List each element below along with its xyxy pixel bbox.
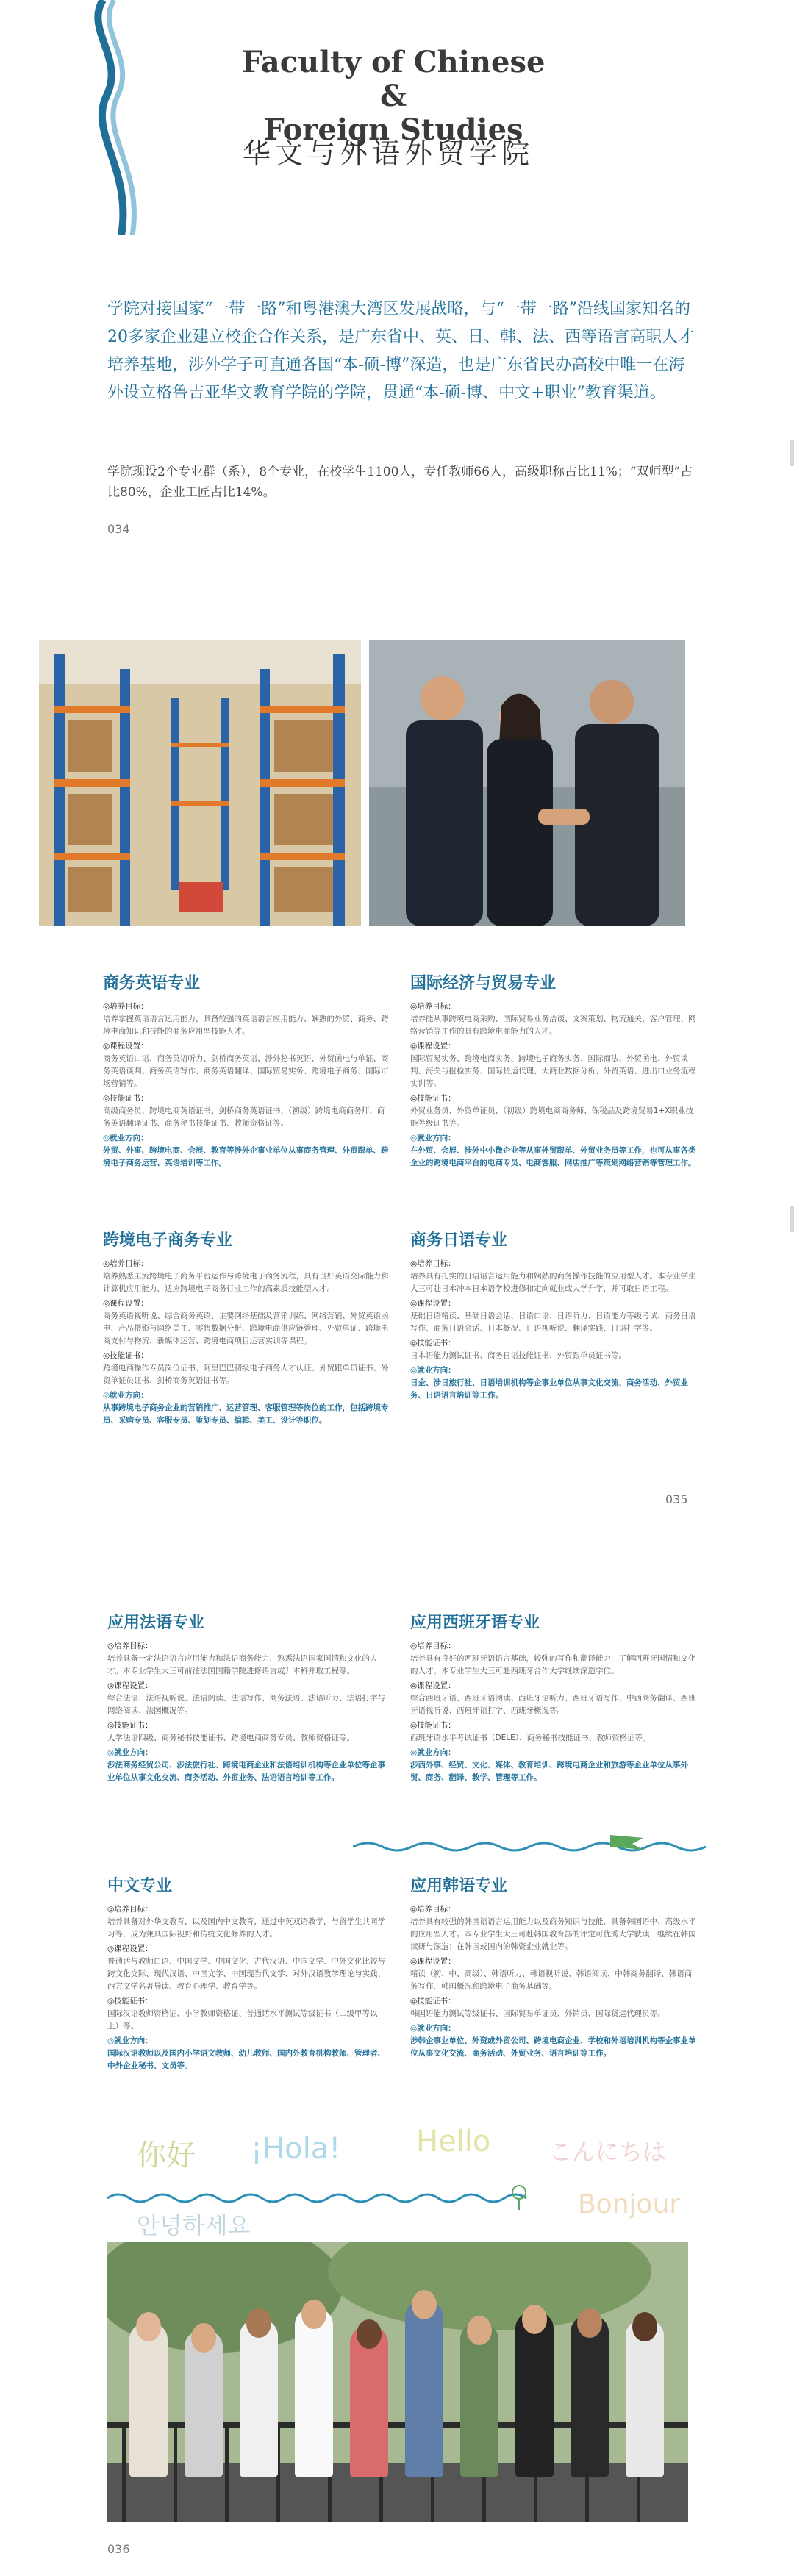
jobs-label: ◎就业方向： <box>107 1748 153 1757</box>
program-details <box>410 1903 697 2060</box>
program-details <box>103 1258 390 1427</box>
student-8 <box>515 2312 554 2477</box>
program-chinese <box>107 1873 387 2075</box>
courses-text: 商务英语口语、商务英语听力、剑桥商务英语、涉外秘书英语、外贸函电与单证、商务英语谈判、商务英语写作、商务英语翻译、国际贸易实务、跨境电子商务、国际市场营销等。 <box>103 1054 389 1088</box>
student-1 <box>129 2323 168 2477</box>
program-applied-spanish <box>410 1610 697 1786</box>
student-3-head <box>246 2308 271 2338</box>
student-5-head <box>357 2319 382 2349</box>
certs-text: 韩国语能力测试等级证书、国际贸易单证员、外销员、国际货运代理员等。 <box>410 2009 665 2018</box>
wave-divider-decoration <box>353 1831 706 1860</box>
goal-text: 培养具备对外华文教育，以及国内中文教育，通过中英双语教学，与留学生共同学习等，成为兼具国际视野和传统文化修养的人才。 <box>107 1917 385 1939</box>
courses-label: ◎课程设置： <box>103 1042 149 1051</box>
program-cross-border-ecommerce <box>103 1228 390 1429</box>
program-title: 应用韩语专业 <box>410 1876 508 1895</box>
page-number: 034 <box>107 522 130 536</box>
page-title-cn: 华文与外语外贸学院 <box>243 137 534 170</box>
jobs-label: ◎就业方向： <box>103 1134 149 1142</box>
program-details <box>410 1258 697 1402</box>
certs-text: 外贸业务员、外贸单证员、（初级）跨境电商商务师、保税品及跨境贸易1+X职业技能等级证书等。 <box>410 1106 693 1128</box>
goal-label: ◎培养目标： <box>103 1002 149 1011</box>
certs-text: 高级商务员、跨境电商英语证书、剑桥商务英语证书、（初级）跨境电商商务师、商务英语翻译证书、商务秘书技能证书、教师资格证等。 <box>103 1106 385 1128</box>
courses-text: 综合法语、法语视听说、法语阅读、法语写作、商务法语、法语听力、法语打字与网络阅读、法国概况等。 <box>107 1694 385 1715</box>
program-title: 应用法语专业 <box>107 1613 205 1632</box>
student-7-head <box>467 2316 492 2345</box>
program-details <box>410 1640 697 1784</box>
program-title: 跨境电子商务专业 <box>103 1231 233 1250</box>
jobs-label: ◎就业方向： <box>103 1391 149 1400</box>
program-applied-korean <box>410 1873 697 2062</box>
student-4-head <box>301 2300 326 2329</box>
intro-paragraph: 学院对接国家“一带一路”和粤港澳大湾区发展战略，与“一带一路”沿线国家知名的20多家企业建立校企合作关系，是广东省中、英、日、韩、法、西等语言高职人才培养基地，涉外学子可直通各国“本-硕-博”深造，也是广东省民办高校中唯一在海外设立格鲁吉亚华文教育学院的学院，贯通“本-硕-博、中文+职业”教育渠道。 <box>107 300 694 402</box>
goal-text: 培养掌握英语语言运用能力，具备较强的英语语言应用能力、娴熟的外贸、商务、跨境电商知识和技能的商务应用型技能人才。 <box>103 1015 389 1036</box>
program-title: 中文专业 <box>107 1876 173 1895</box>
student-4 <box>295 2308 333 2477</box>
courses-text: 国际贸易实务、跨境电商实务、跨境电子商务实务、国际商法、外贸函电、外贸谈判、海关与报检实务、国际货运代理、大商业数据分析、外贸英语、进出口业务流程实训等。 <box>410 1054 696 1088</box>
certs-text: 国际汉语教师资格证、小学教师资格证、普通话水平测试等级证书（二级甲等以上）等。 <box>107 2009 378 2031</box>
jobs-label: ◎就业方向： <box>410 1134 456 1142</box>
jobs-text: 外贸、外事、跨境电商、会展、教育等涉外企事业单位从事商务管理、外贸跟单、跨境电子商务运营、英语培训等工作。 <box>103 1146 389 1167</box>
jobs-label: ◎就业方向： <box>107 2036 153 2045</box>
program-applied-french <box>107 1610 387 1786</box>
program-intl-trade <box>410 970 697 1172</box>
certs-label: ◎技能证书： <box>103 1351 149 1360</box>
certs-label: ◎技能证书： <box>107 1997 153 2006</box>
jobs-text: 涉西外事、经贸、文化、媒体、教育培训、跨境电商企业和旅游等企业单位从事外贸、商务、翻译、教学、管理等工作。 <box>410 1761 688 1782</box>
goal-label: ◎培养目标： <box>107 1905 153 1914</box>
program-details <box>107 1903 387 2072</box>
student-7 <box>460 2323 498 2477</box>
greeting-spanish: ¡Hola! <box>251 2132 341 2166</box>
warehouse-photo <box>39 640 361 926</box>
certs-label: ◎技能证书： <box>410 1721 456 1730</box>
student-1-head <box>136 2312 161 2341</box>
goal-label: ◎培养目标： <box>103 1259 149 1268</box>
handshake-photo <box>369 640 685 926</box>
courses-label: ◎课程设置： <box>107 1681 153 1690</box>
program-title: 商务英语专业 <box>103 973 201 992</box>
student-2-head <box>191 2323 216 2353</box>
student-8-head <box>522 2305 547 2334</box>
jobs-text: 从事跨境电子商务企业的营销推广、运营管理、客服管理等岗位的工作，包括跨境专员、采购专员、客服专员、策划专员、编辑、美工、设计等职位。 <box>103 1403 389 1425</box>
page-036 <box>0 1595 794 2576</box>
jobs-text: 国际汉语教师以及国内小学语文教师、幼儿教师、国内外教育机构教师、管理者、中外企业秘书、文员等。 <box>107 2049 385 2070</box>
greeting-english: Hello <box>416 2125 491 2158</box>
sidebar-tab[interactable] <box>790 440 794 466</box>
courses-text: 综合西班牙语、西班牙语阅读、西班牙语听力、西班牙语写作、中西商务翻译、西班牙语视听说、西班牙语打字、西班牙概况等。 <box>410 1694 696 1715</box>
greeting-japanese: こんにちは <box>548 2138 667 2166</box>
goal-text: 培养具有扎实的日语语言运用能力和娴熟的商务操作技能的应用型人才。本专业学生大三可赴日本冲本日本语学校进修和定向就业或大学升学，并可取日语工程。 <box>410 1272 696 1293</box>
jobs-label: ◎就业方向： <box>410 1366 456 1375</box>
certs-text: 大学法语四级、商务秘书技能证书、跨境电商商务专员、教师资格证等。 <box>107 1734 354 1742</box>
page-number: 036 <box>107 2542 130 2556</box>
goal-text: 培养熟悉主流跨境电子商务平台运作与跨境电子商务流程，具有良好英语交际能力和计算机应用能力，适应跨境电子商务行业工作的高素质技能型人才。 <box>103 1272 389 1293</box>
student-10 <box>626 2319 664 2477</box>
program-title: 应用西班牙语专业 <box>410 1613 540 1632</box>
jobs-text: 日企、涉日旅行社、日语培训机构等企事业单位从事文化交流、商务活动、外贸业务、日语语言培训等工作。 <box>410 1378 688 1400</box>
page-035 <box>0 632 794 1544</box>
certs-text: 日本语能力测试证书、商务日语技能证书、外贸跟单员证书等。 <box>410 1351 626 1360</box>
certs-label: ◎技能证书： <box>103 1094 149 1103</box>
page-number: 035 <box>665 1492 688 1506</box>
title-en-line1: Faculty of Chinese & <box>241 45 546 113</box>
jobs-text: 涉法商务经贸公司、涉法旅行社、跨境电商企业和法语培训机构等企业单位等企事业单位从事文化交流、商务活动、外贸业务、法语语言培训等工作。 <box>107 1761 385 1782</box>
student-6-head <box>412 2290 437 2319</box>
greeting-french: Bonjour <box>578 2189 681 2219</box>
program-business-japanese <box>410 1228 697 1404</box>
goal-text: 培养具备一定法语语言应用能力和法语商务能力，熟悉法语国家国情和文化的人才。本专业学生大三可前往法国国籍学院进修语言或升本科并取工程等。 <box>107 1654 378 1675</box>
goal-text: 培养能从事跨境电商采购、国际贸易业务洽谈、文案策划、物流通关、客户管理、网络营销等工作的具有跨境电商能力的人才。 <box>410 1015 696 1036</box>
student-2 <box>185 2330 223 2477</box>
student-5 <box>350 2327 388 2477</box>
courses-label: ◎课程设置： <box>410 1042 456 1051</box>
goal-label: ◎培养目标： <box>410 1259 456 1268</box>
student-10-head <box>632 2312 657 2341</box>
certs-label: ◎技能证书： <box>410 1997 456 2006</box>
jobs-label: ◎就业方向： <box>410 1748 456 1757</box>
jobs-text: 涉韩企事业单位、外资或外贸公司、跨境电商企业、学校和外语培训机构等企事业单位从事文化交流、商务活动、外贸业务、语言培训等工作。 <box>410 2036 696 2058</box>
wave-ribbon-decoration <box>81 0 147 235</box>
goal-text: 培养具有较强的韩国语语言运用能力以及商务知识与技能，具备韩国语中、高级水平的应用型人才。本专业学生大三可赴韩国教育部的评定可优秀大学就读，继续在韩国读研与深造；在韩国或国内的韩资企业就业等。 <box>410 1917 696 1951</box>
student-6 <box>405 2301 443 2477</box>
courses-text: 普通话与教师口语、中国文学、中国文化、古代汉语、中国文学、中外文化比较与跨文化交际、现代汉语、中国文学、中国现当代文学、对外汉语教学理论与实践、西方文学名著导读、教育心理学、教育学等。 <box>107 1957 385 1991</box>
sidebar-tab[interactable] <box>790 1206 794 1232</box>
program-title: 商务日语专业 <box>410 1231 508 1250</box>
student-9 <box>571 2316 609 2477</box>
goal-label: ◎培养目标： <box>107 1642 153 1650</box>
jobs-label: ◎就业方向： <box>410 2024 456 2033</box>
courses-label: ◎课程设置： <box>410 1299 456 1308</box>
certs-text: 西班牙语水平考试证书（DELE）、商务秘书技能证书、教师资格证等。 <box>410 1734 651 1742</box>
program-details <box>107 1640 387 1784</box>
greeting-korean: 안녕하세요 <box>137 2211 251 2239</box>
students-group-photo <box>107 2242 688 2522</box>
jobs-text: 在外贸、会展、涉外中小微企业等从事外贸跟单、外贸业务员等工作，也可从事各类企业的跨境电商平台的电商专员、电商客服、网店推广等策划网络营销等管理工作。 <box>410 1146 696 1167</box>
goal-label: ◎培养目标： <box>410 1002 456 1011</box>
certs-label: ◎技能证书： <box>410 1094 456 1103</box>
courses-text: 精读（初、中、高级）、韩语听力、韩语视听说、韩语阅读、中韩商务翻译、韩语商务写作、韩国概况和跨境电子商务基础等。 <box>410 1969 693 1991</box>
courses-label: ◎课程设置： <box>107 1944 153 1953</box>
student-3 <box>240 2319 278 2477</box>
certs-text: 跨境电商操作专员岗位证书、阿里巴巴初级电子商务人才认证、外贸跟单员证书、外贸单证员证书、剑桥商务英语证书等。 <box>103 1364 389 1385</box>
stats-paragraph: 学院现设2个专业群（系），8个专业，在校学生1100人，专任教师66人，高级职称占比11%；“双师型”占比80%，企业工匠占比14%。 <box>107 465 693 500</box>
program-details <box>410 1001 697 1170</box>
greeting-wave-decoration <box>107 2183 695 2213</box>
courses-text: 商务英语视听说、综合商务英语、主要网络基础及营销训练、网络营销、外贸英语函电、产品摄影与网络美工、零售数据分析、跨境电商供应链管理、外贸单证、跨境电商支付与物流、新媒体运营、跨境电商项目运营实训等课程。 <box>103 1312 389 1345</box>
program-business-english <box>103 970 390 1172</box>
program-title: 国际经济与贸易专业 <box>410 973 557 992</box>
certs-label: ◎技能证书： <box>410 1339 456 1348</box>
greeting-chinese: 你好 <box>137 2139 196 2172</box>
courses-text: 基础日语精读、基础日语会话、日语口语、日语听力、日语能力等级考试、商务日语写作、商务日语会话、日本概况、日语视听说、翻译实践、日语打字等。 <box>410 1312 696 1333</box>
title-en-line2: Foreign Studies <box>263 112 523 147</box>
goal-text: 培养具有良好的西班牙语语言基础，较强的写作和翻译能力，了解西班牙国情和文化的人才。本专业学生大三可赴西班牙合作大学继续深造学位。 <box>410 1654 696 1675</box>
student-9-head <box>577 2308 602 2338</box>
page-034 <box>0 0 794 559</box>
goal-label: ◎培养目标： <box>410 1905 456 1914</box>
courses-label: ◎课程设置： <box>410 1957 456 1966</box>
program-details <box>103 1001 390 1170</box>
goal-label: ◎培养目标： <box>410 1642 456 1650</box>
courses-label: ◎课程设置： <box>410 1681 456 1690</box>
certs-label: ◎技能证书： <box>107 1721 153 1730</box>
courses-label: ◎课程设置： <box>103 1299 149 1308</box>
